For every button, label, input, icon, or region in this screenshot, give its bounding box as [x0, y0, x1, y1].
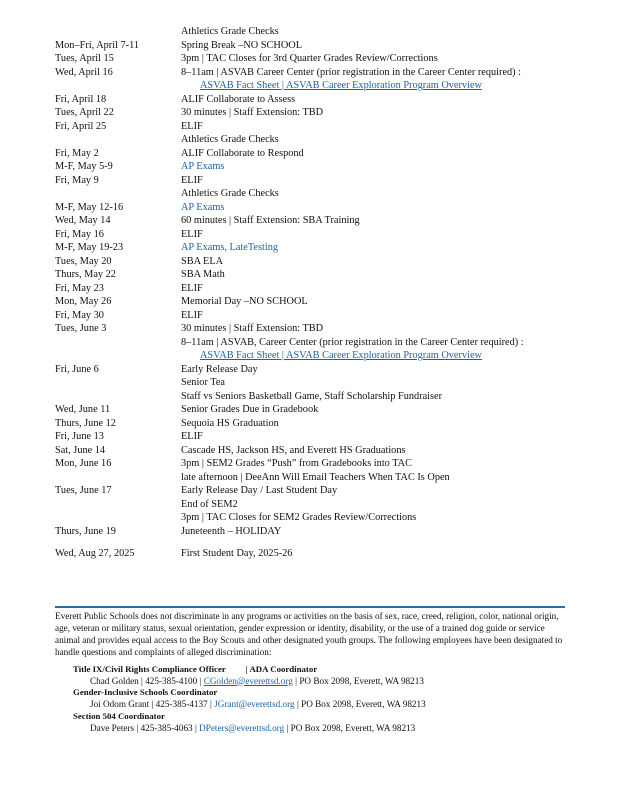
- row-event: 30 minutes | Staff Extension: TBD: [181, 323, 324, 334]
- row-date: [55, 511, 181, 525]
- contact-title: [73, 711, 570, 723]
- row-event: 8–11am | ASVAB, Career Center (prior registration in the Career Center required) :: [181, 336, 524, 348]
- schedule-row: [55, 295, 585, 309]
- row-date: [55, 79, 181, 93]
- row-date: Fri, May 30: [55, 309, 104, 321]
- row-event: Senior Grades Due in Gradebook: [181, 404, 319, 415]
- footer-divider: [55, 606, 565, 608]
- row-event: Sequoia HS Graduation: [181, 417, 279, 429]
- schedule-row: [55, 120, 585, 134]
- row-date: [55, 25, 181, 39]
- row-event: ELIF: [181, 431, 203, 442]
- row-date: [55, 133, 181, 147]
- schedule-row: [55, 66, 585, 80]
- row-date: [55, 471, 181, 485]
- row-date: Tues, May 20: [55, 255, 112, 267]
- contact-name: Joi Odom Grant: [90, 699, 150, 710]
- row-date: Fri, May 2: [55, 147, 99, 159]
- row-event: ALIF Collaborate to Respond: [181, 147, 304, 159]
- schedule-row: [55, 363, 585, 377]
- row-date: Fri, June 6: [55, 363, 99, 375]
- schedule-row: [55, 390, 585, 404]
- schedule-row: [55, 376, 585, 390]
- row-event: SBA Math: [181, 269, 225, 280]
- contact-phone: 425-385-4063: [140, 723, 193, 734]
- schedule-row: [55, 336, 585, 350]
- schedule-row: [55, 201, 585, 215]
- row-event: ELIF: [181, 309, 203, 321]
- contact-address: PO Box 2098, Everett, WA 98213: [290, 723, 416, 734]
- asvab-links[interactable]: ASVAB Fact Sheet | ASVAB Career Exploration Program Overview: [200, 80, 482, 91]
- row-event: 8–11am | ASVAB Career Center (prior registration in the Career Center required) :: [181, 66, 522, 78]
- contact-line: Chad Golden | 425-385-4100 | CGolden@everettsd.org | PO Box 2098, Everett, WA 98213: [90, 675, 424, 686]
- row-date: Mon, June 16: [55, 458, 112, 469]
- schedule-row: [55, 241, 585, 255]
- ap-late-testing-link[interactable]: AP Exams, LateTesting: [181, 242, 278, 253]
- contact-phone: 425-385-4137: [155, 699, 208, 710]
- schedule-row: [55, 349, 585, 363]
- row-date: Wed, April 16: [55, 66, 113, 78]
- row-event: 60 minutes | Staff Extension: SBA Training: [181, 215, 360, 226]
- schedule-row: [55, 444, 585, 458]
- row-event: ELIF: [181, 282, 203, 294]
- row-date: Wed, June 11: [55, 404, 111, 415]
- row-event: Athletics Grade Checks: [181, 26, 279, 37]
- schedule-row: [55, 471, 585, 485]
- schedule-row: [55, 403, 585, 417]
- schedule-row: [55, 525, 585, 539]
- schedule-row: [55, 174, 585, 188]
- row-event: 3pm | TAC Closes for 3rd Quarter Grades Review/Corrections: [181, 53, 438, 64]
- row-date: Mon–Fri, April 7-11: [55, 39, 139, 51]
- contact-email-link[interactable]: JGrant@everettsd.org: [214, 699, 295, 710]
- schedule-row: [55, 39, 585, 53]
- schedule-row: [55, 79, 585, 93]
- schedule-row: [55, 25, 585, 39]
- row-event: 30 minutes | Staff Extension: TBD: [181, 107, 324, 118]
- contact-email-link[interactable]: CGolden@everettsd.org: [203, 675, 293, 686]
- schedule-table: [55, 25, 585, 561]
- contact-title-text: Gender-Inclusive Schools Coordinator: [73, 687, 218, 698]
- row-date: M-F, May 19-23: [55, 242, 124, 253]
- schedule-row: [55, 228, 585, 242]
- schedule-row: [55, 93, 585, 107]
- schedule-row: [55, 498, 585, 512]
- schedule-row: [55, 511, 585, 525]
- row-date: Tues, June 17: [55, 485, 112, 496]
- row-date: Fri, May 16: [55, 228, 104, 240]
- nondiscrimination-statement: Everett Public Schools does not discriminate in any programs or activities on the basis of sex, race, creed, religion, color, national origin, age, veteran or military status, sexual orientation, gender expression or identity, disability, or the use of a trained dog guide or service animal and provides equal access to the Boy Scouts and other designated youth groups. The following employees have been designated to handle questions and complaints of alleged discrimination:: [55, 611, 563, 657]
- row-event: SBA ELA: [181, 255, 224, 267]
- schedule-row: [55, 106, 585, 120]
- row-event: End of SEM2: [181, 498, 238, 510]
- schedule-row: [55, 309, 585, 323]
- contact-address: PO Box 2098, Everett, WA 98213: [301, 699, 426, 710]
- schedule-row: [55, 457, 585, 471]
- row-date: M-F, May 12-16: [55, 201, 124, 213]
- row-event: Juneteenth – HOLIDAY: [181, 525, 282, 537]
- row-date: [55, 187, 181, 201]
- contact-title-text: Section 504 Coordinator: [73, 711, 165, 722]
- row-date: [55, 349, 181, 363]
- contact-address: PO Box 2098, Everett, WA 98213: [299, 675, 424, 686]
- row-event: late afternoon | DeeAnn Will Email Teachers When TAC Is Open: [181, 471, 450, 483]
- row-date: Tues, June 3: [55, 323, 107, 334]
- contact-title: [73, 687, 570, 699]
- row-date: Thurs, June 19: [55, 525, 116, 537]
- schedule-row: [55, 484, 585, 498]
- row-date: Tues, April 22: [55, 107, 114, 118]
- row-date: Wed, Aug 27, 2025: [55, 548, 135, 559]
- row-event: Memorial Day –NO SCHOOL: [181, 296, 308, 307]
- row-date: M-F, May 5-9: [55, 161, 113, 172]
- row-date: [55, 390, 181, 404]
- contact-line: Dave Peters | 425-385-4063 | DPeters@everettsd.org | PO Box 2098, Everett, WA 98213: [90, 723, 416, 734]
- nondiscrimination-footer: [55, 611, 570, 735]
- row-date: Thurs, May 22: [55, 269, 116, 280]
- row-event: ELIF: [181, 120, 203, 132]
- contact-title: Title IX/Civil Rights Compliance Officer | ADA Coordinator: [73, 663, 318, 674]
- contact-name: Chad Golden: [90, 675, 139, 686]
- row-date: Sat, June 14: [55, 444, 106, 456]
- row-event: Spring Break –NO SCHOOL: [181, 39, 302, 51]
- contact-title-text: Title IX/Civil Rights Compliance Officer: [73, 663, 226, 674]
- row-date: [55, 336, 181, 350]
- schedule-row: [55, 547, 585, 561]
- row-date: Fri, April 18: [55, 93, 107, 105]
- row-event: Staff vs Seniors Basketball Game, Staff Scholarship Fundraiser: [181, 390, 443, 402]
- row-event: 3pm | TAC Closes for SEM2 Grades Review/Corrections: [181, 512, 417, 523]
- ap-exams-link[interactable]: AP Exams: [181, 201, 225, 213]
- schedule-row: [55, 133, 585, 147]
- row-event: Cascade HS, Jackson HS, and Everett HS Graduations: [181, 444, 406, 456]
- schedule-row: [55, 214, 585, 228]
- row-event: Early Release Day: [181, 363, 258, 375]
- contact-email-link[interactable]: DPeters@everettsd.org: [199, 723, 285, 734]
- row-date: Wed, May 14: [55, 215, 111, 226]
- row-event: ELIF: [181, 174, 203, 186]
- asvab-links[interactable]: ASVAB Fact Sheet | ASVAB Career Exploration Program Overview: [200, 350, 482, 361]
- contact-title-text-2: ADA Coordinator: [249, 663, 318, 674]
- row-date: [55, 498, 181, 512]
- row-event: ALIF Collaborate to Assess: [181, 93, 296, 105]
- row-event: Early Release Day / Last Student Day: [181, 485, 338, 496]
- schedule-row: [55, 255, 585, 269]
- contact-phone: 425-385-4100: [145, 675, 198, 686]
- contact-name: Dave Peters: [90, 723, 135, 734]
- schedule-row: [55, 187, 585, 201]
- row-event: 3pm | SEM2 Grades “Push” from Gradebooks into TAC: [181, 458, 412, 469]
- row-date: Fri, May 9: [55, 174, 99, 186]
- row-event: ELIF: [181, 228, 203, 240]
- ap-exams-link[interactable]: AP Exams: [181, 161, 225, 172]
- schedule-row: [55, 417, 585, 431]
- row-event: Senior Tea: [181, 377, 225, 388]
- schedule-row: [55, 430, 585, 444]
- schedule-row: [55, 322, 585, 336]
- schedule-row: [55, 268, 585, 282]
- schedule-row: [55, 147, 585, 161]
- row-event: First Student Day, 2025-26: [181, 548, 293, 559]
- schedule-row: [55, 160, 585, 174]
- row-date: Fri, April 25: [55, 120, 107, 132]
- row-date: Fri, May 23: [55, 282, 104, 294]
- row-date: Mon, May 26: [55, 296, 112, 307]
- row-date: Tues, April 15: [55, 53, 114, 64]
- row-date: Thurs, June 12: [55, 417, 116, 429]
- contact-list: [55, 664, 570, 735]
- row-date: Fri, June 13: [55, 431, 104, 442]
- row-event: Athletics Grade Checks: [181, 188, 279, 199]
- schedule-row: [55, 52, 585, 66]
- row-date: [55, 376, 181, 390]
- contact-line: Joi Odom Grant | 425-385-4137 | JGrant@everettsd.org | PO Box 2098, Everett, WA 98213: [90, 699, 426, 710]
- row-event: Athletics Grade Checks: [181, 134, 279, 145]
- schedule-row: [55, 282, 585, 296]
